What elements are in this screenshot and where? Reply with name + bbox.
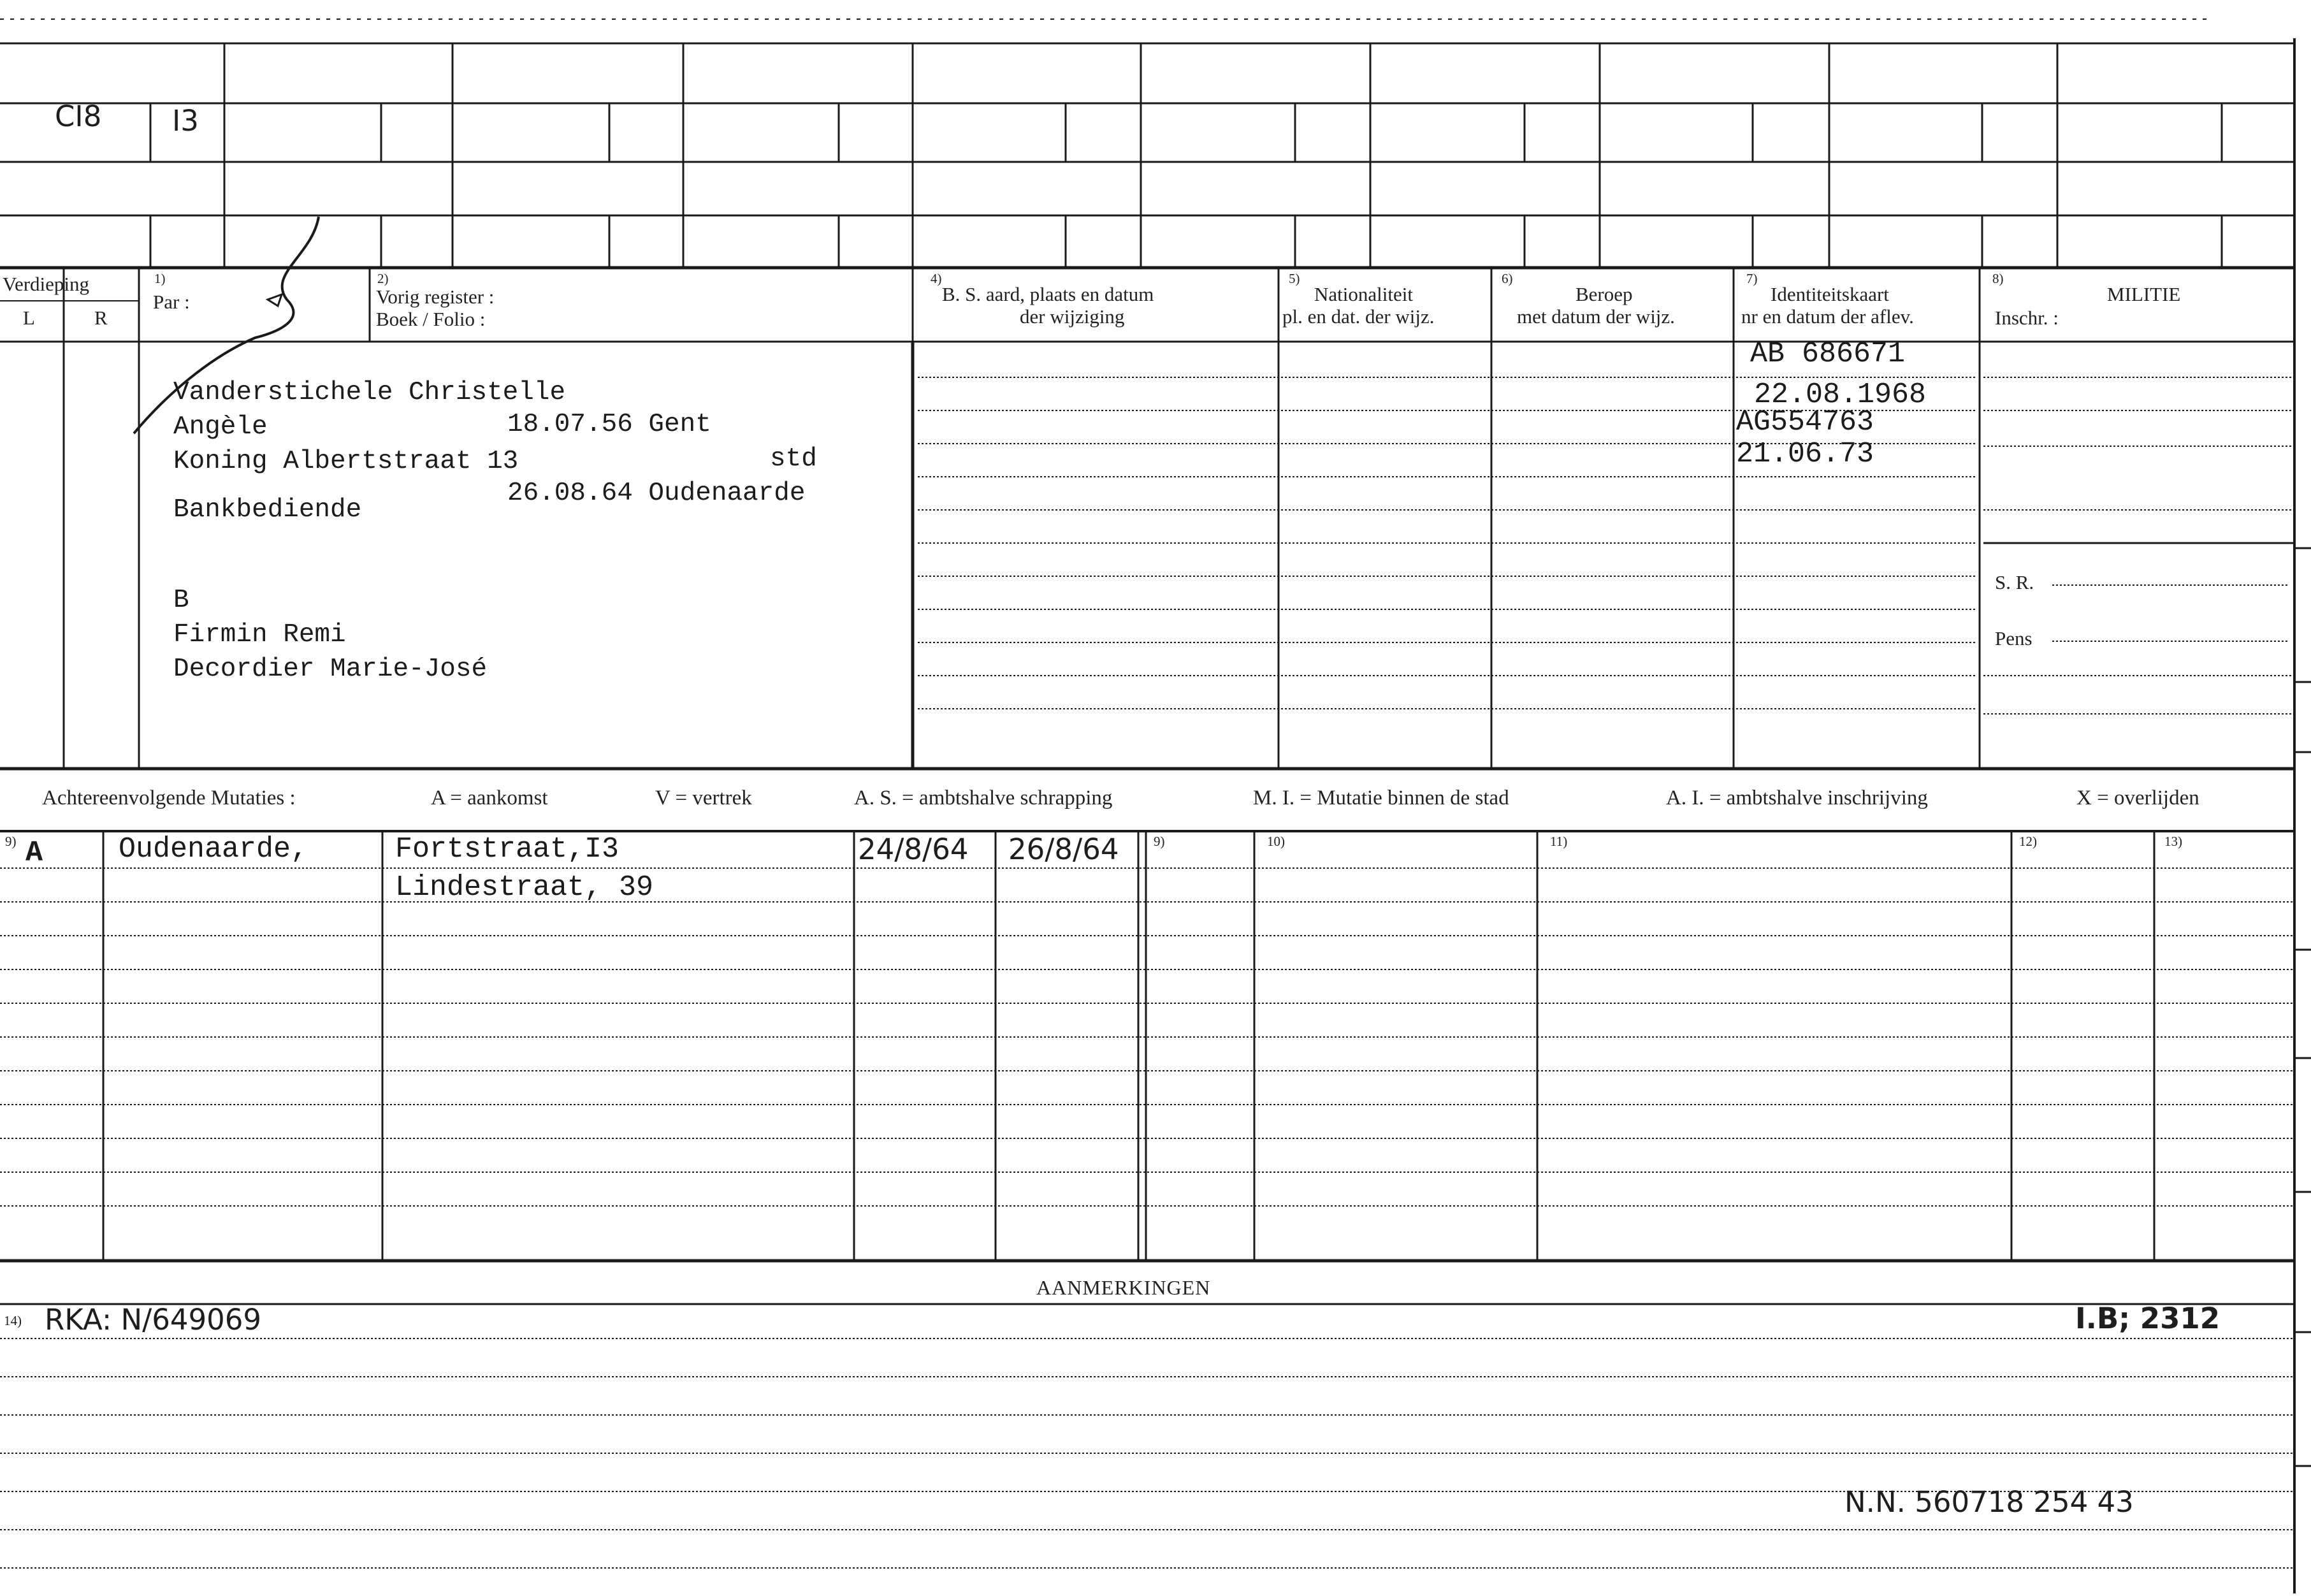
mutation-date-1: 24/8/64 xyxy=(858,832,969,866)
legend-a: A = aankomst xyxy=(431,787,548,809)
mutation-col-9b: 9) xyxy=(1154,834,1165,849)
nationaliteit-subheader: pl. en dat. der wijz. xyxy=(1282,305,1435,328)
code-i3: I3 xyxy=(172,104,199,138)
col-l-label: L xyxy=(23,307,35,329)
footnote-2: 2) xyxy=(377,271,389,286)
person-first-name: Angèle xyxy=(173,412,268,442)
bs-header-line2: der wijziging xyxy=(1020,305,1125,328)
remark-rka: RKA: N/649069 xyxy=(45,1303,262,1337)
mutation-col-13: 13) xyxy=(2164,834,2182,849)
footnote-5: 5) xyxy=(1289,271,1300,286)
id-card-1-date: 22.08.1968 xyxy=(1754,379,1927,411)
identiteitskaart-header: Identiteitskaart xyxy=(1771,283,1889,305)
legend-mi: M. I. = Mutatie binnen de stad xyxy=(1253,787,1509,809)
mutation-type: A xyxy=(25,837,43,869)
boek-folio-label: Boek / Folio : xyxy=(376,308,486,330)
footnote-1: 1) xyxy=(154,271,166,286)
footnote-14: 14) xyxy=(4,1313,22,1328)
id-card-1-number: AB 686671 xyxy=(1750,338,1906,370)
id-card-2-date: 21.06.73 xyxy=(1736,438,1874,470)
id-card-2-number: AG554763 xyxy=(1736,406,1874,439)
person-name: Vanderstichele Christelle xyxy=(173,378,566,407)
person-father: Firmin Remi xyxy=(173,620,346,649)
par-label: Par : xyxy=(153,291,190,313)
legend-ai: A. I. = ambtshalve inschrijving xyxy=(1666,787,1928,809)
aanmerkingen-title: AANMERKINGEN xyxy=(1036,1276,1211,1299)
person-b: B xyxy=(173,586,189,615)
mutation-street-1: Fortstraat,I3 xyxy=(395,833,619,866)
footnote-8: 8) xyxy=(1992,271,2004,286)
code-ci8: CI8 xyxy=(55,99,102,133)
mutation-date-2: 26/8/64 xyxy=(1008,832,1119,866)
militie-header: MILITIE xyxy=(2107,283,2181,305)
remark-ib: I.B; 2312 xyxy=(2075,1302,2220,1335)
mutaties-title: Achtereenvolgende Mutaties : xyxy=(42,787,296,809)
mutation-col-10: 10) xyxy=(1267,834,1285,849)
inschr-label: Inschr. : xyxy=(1995,307,2059,329)
person-birth: 18.07.56 Gent xyxy=(507,410,711,439)
remark-nn: N.N. 560718 254 43 xyxy=(1844,1485,2134,1519)
bs-header-line1: B. S. aard, plaats en datum xyxy=(942,283,1154,305)
col-r-label: R xyxy=(94,307,108,329)
vorig-register-label: Vorig register : xyxy=(376,286,495,308)
beroep-header: Beroep xyxy=(1576,283,1633,305)
legend-as: A. S. = ambtshalve schrapping xyxy=(854,787,1113,809)
legend-v: V = vertrek xyxy=(655,787,752,809)
beroep-subheader: met datum der wijz. xyxy=(1517,305,1675,328)
person-mother: Decordier Marie-José xyxy=(173,655,488,684)
verdieping-label: Verdieping xyxy=(3,273,90,295)
person-since: 26.08.64 Oudenaarde xyxy=(507,479,806,508)
mutation-col-11: 11) xyxy=(1550,834,1568,849)
handwritten-mark xyxy=(268,294,282,306)
nationaliteit-header: Nationaliteit xyxy=(1314,283,1413,305)
mutation-col-12: 12) xyxy=(2019,834,2037,849)
identiteitskaart-subheader: nr en datum der aflev. xyxy=(1741,305,1914,328)
footnote-7: 7) xyxy=(1746,271,1758,286)
pens-label: Pens xyxy=(1995,627,2032,649)
mutation-place: Oudenaarde, xyxy=(119,833,308,866)
person-address: Koning Albertstraat 13 xyxy=(173,447,519,476)
mutation-street-2: Lindestraat, 39 xyxy=(395,871,654,904)
person-status-std: std xyxy=(770,444,817,474)
legend-x: X = overlijden xyxy=(2076,787,2199,809)
mutation-col-9: 9) xyxy=(5,834,17,849)
footnote-4: 4) xyxy=(931,271,942,286)
footnote-6: 6) xyxy=(1502,271,1513,286)
person-profession: Bankbediende xyxy=(173,495,362,525)
sr-label: S. R. xyxy=(1995,571,2034,593)
